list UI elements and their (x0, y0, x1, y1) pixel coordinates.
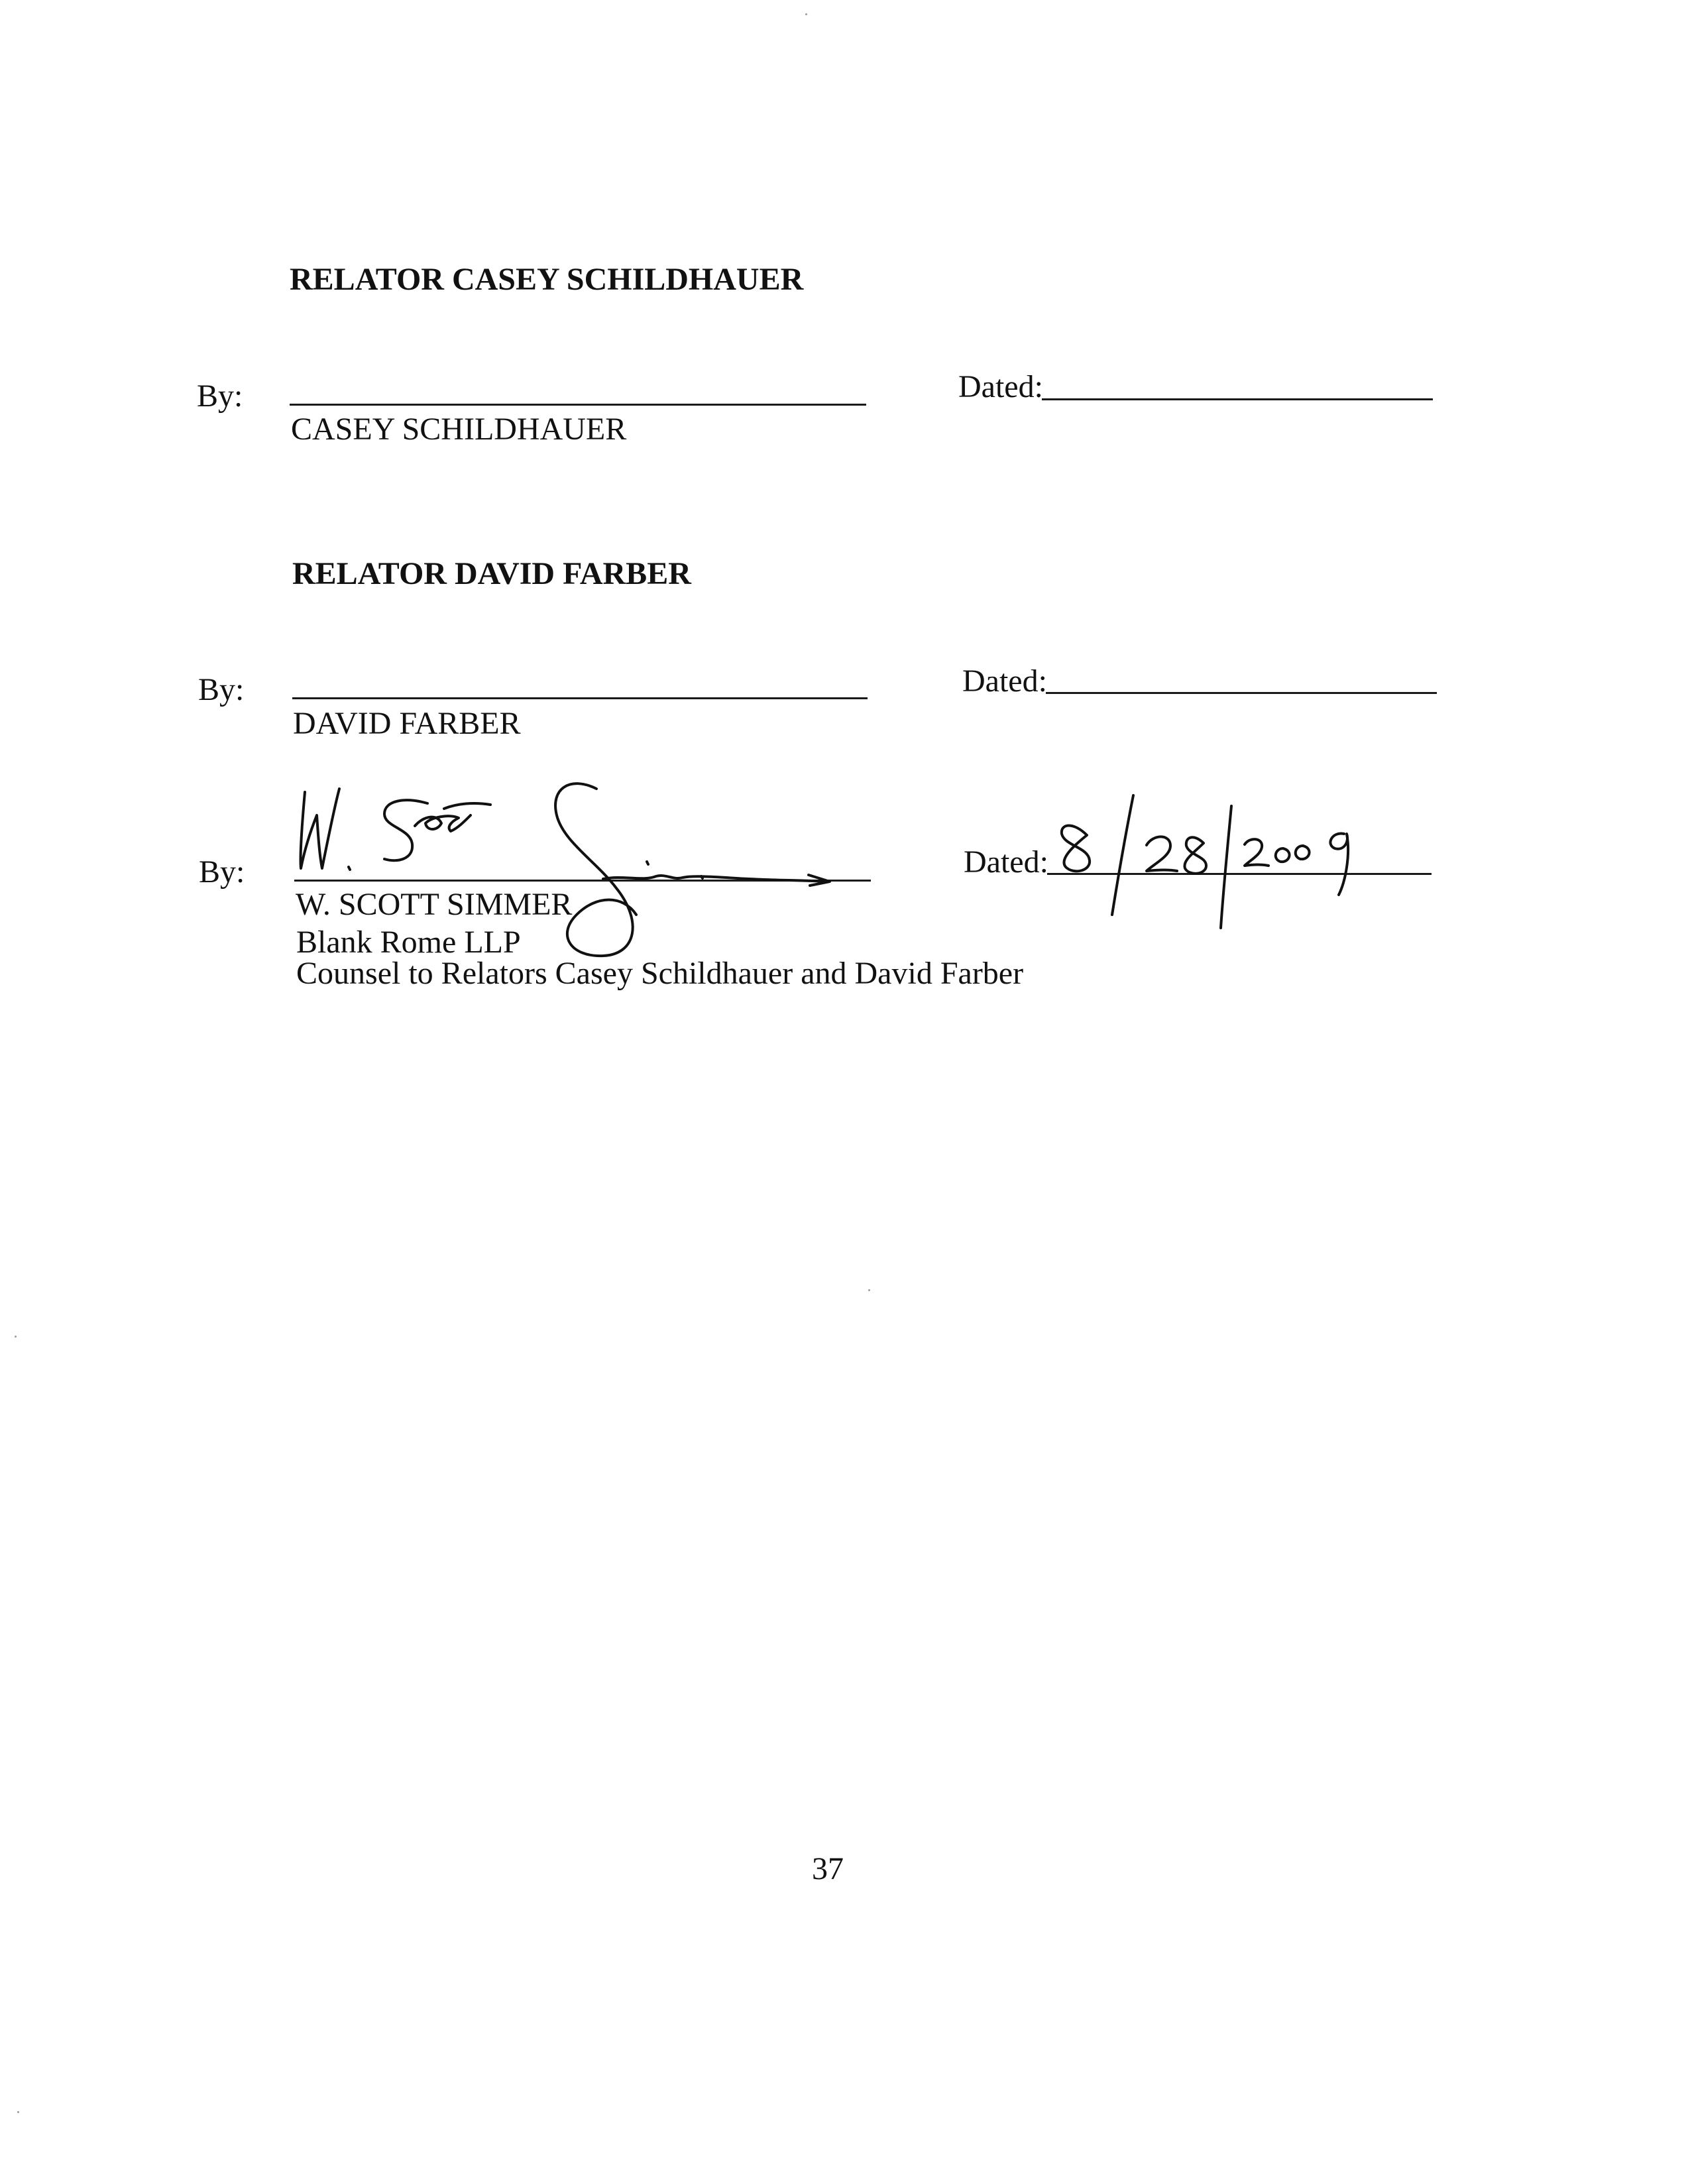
date-line-schildhauer (1042, 398, 1433, 400)
signer-name-schildhauer: CASEY SCHILDHAUER (291, 412, 627, 447)
dated-label: Dated: (964, 844, 1048, 880)
dated-label: Dated: (958, 369, 1043, 404)
counsel-role: Counsel to Relators Casey Schildhauer and David Farber (296, 956, 1024, 991)
scan-speck (15, 1336, 17, 1338)
handwritten-signature (285, 762, 895, 961)
relator-heading-farber: RELATOR DAVID FARBER (292, 556, 691, 591)
firm-name: Blank Rome LLP (296, 925, 521, 960)
signature-line-schildhauer (290, 404, 866, 406)
signer-name-farber: DAVID FARBER (293, 706, 521, 741)
by-label: By: (199, 854, 245, 890)
scan-speck (17, 2111, 19, 2113)
scan-speck (805, 13, 807, 15)
by-label: By: (198, 672, 245, 707)
relator-heading-schildhauer: RELATOR CASEY SCHILDHAUER (290, 262, 804, 297)
date-line-farber (1046, 692, 1437, 694)
handwritten-date (1047, 782, 1392, 941)
page-number: 37 (812, 1851, 844, 1886)
dated-label: Dated: (962, 663, 1047, 699)
by-label: By: (197, 378, 243, 414)
scan-speck (868, 1289, 870, 1291)
signature-line-farber (292, 697, 868, 699)
signer-name-simmer: W. SCOTT SIMMER (296, 887, 573, 922)
